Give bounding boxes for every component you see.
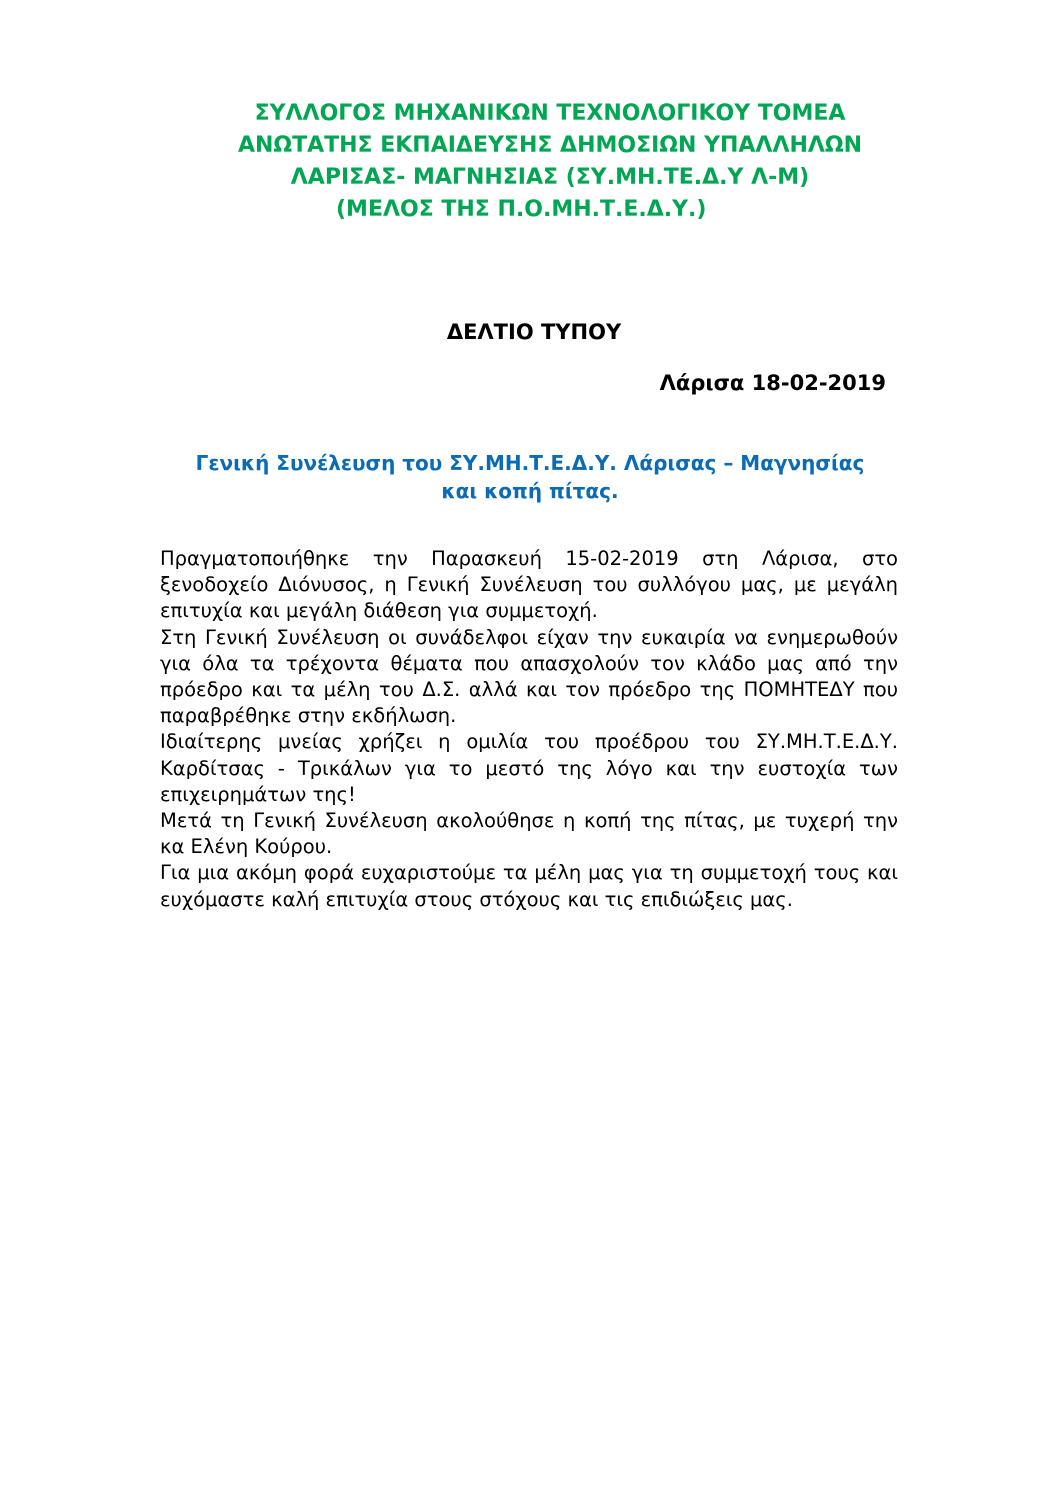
document-type-title: ΔΕΛΤΙΟ ΤΥΠΟΥ	[446, 320, 622, 344]
body-paragraph: Πραγματοποιήθηκε την Παρασκευή 15-02-2019 στη Λάρισα, στο ξενοδοχείο Διόνυσος, η Γενική Συνέλευση του συλλόγου μας, με μεγάλη επιτυχία και μεγάλη διάθεση για συμμετοχή.	[160, 547, 898, 623]
press-release-body	[160, 546, 898, 913]
body-paragraph: Ιδιαίτερης μνείας χρήζει η ομιλία του προέδρου του ΣΥ.ΜΗ.Τ.Ε.Δ.Υ. Καρδίτσας - Τρικάλων για το μεστό της λόγο και την ευστοχία των επιχειρημάτων της!	[160, 730, 898, 806]
org-membership-line: (ΜΕΛΟΣ ΤΗΣ Π.Ο.ΜΗ.Τ.Ε.Δ.Υ.)	[336, 197, 707, 222]
org-name-line-2: ΑΝΩΤΑΤΗΣ ΕΚΠΑΙΔΕΥΣΗΣ ΔΗΜΟΣΙΩΝ ΥΠΑΛΛΗΛΩΝ	[237, 133, 863, 158]
headline-line-2: και κοπή πίτας.	[441, 479, 619, 503]
organization-header	[160, 98, 940, 226]
press-release-headline	[160, 449, 900, 505]
body-paragraph: Στη Γενική Συνέλευση οι συνάδελφοι είχαν την ευκαιρία να ενημερωθούν για όλα τα τρέχοντα θέματα που απασχολούν τον κλάδο μας από την πρόεδρο και τα μέλη του Δ.Σ. αλλά και τον πρόεδρο της ΠΟΜΗΤΕΔΥ που παραβρέθηκε στην εκδήλωση.	[160, 625, 898, 728]
body-paragraph: Μετά τη Γενική Συνέλευση ακολούθησε η κοπή της πίτας, με τυχερή την κα Ελένη Κούρου.	[160, 809, 898, 859]
org-name-line-1: ΣΥΛΛΟΓΟΣ ΜΗΧΑΝΙΚΩΝ ΤΕΧΝΟΛΟΓΙΚΟΥ ΤΟΜΕΑ	[254, 101, 846, 126]
headline-line-1: Γενική Συνέλευση του ΣΥ.ΜΗ.Τ.Ε.Δ.Υ. Λάρισας – Μαγνησίας	[195, 451, 865, 475]
place-date: Λάρισα 18-02-2019	[659, 371, 886, 395]
body-paragraph: Για μια ακόμη φορά ευχαριστούμε τα μέλη μας για τη συμμετοχή τους και ευχόμαστε καλή επιτυχία στους στόχους και τις επιδιώξεις μας.	[160, 861, 898, 911]
org-name-line-3: ΛΑΡΙΣΑΣ- ΜΑΓΝΗΣΙΑΣ (ΣΥ.ΜΗ.ΤΕ.Δ.Υ Λ-Μ)	[290, 165, 810, 190]
